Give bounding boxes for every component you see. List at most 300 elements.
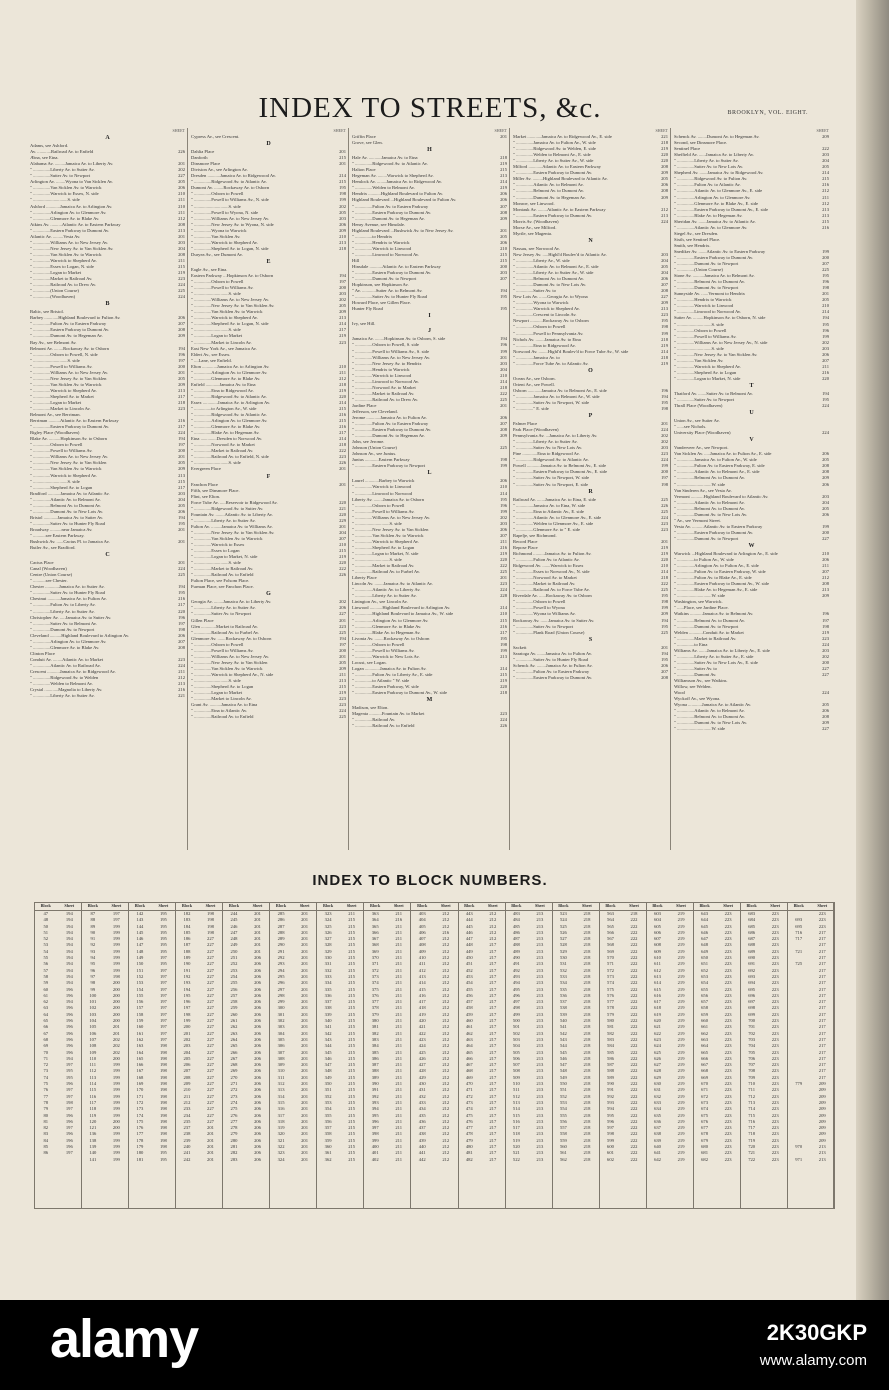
- block-number: 508: [512, 1068, 520, 1074]
- block-sheet: 195: [159, 1150, 167, 1156]
- block-number: 278: [230, 1125, 238, 1131]
- sheet-number: 209: [822, 475, 829, 481]
- block-number: 718: [748, 1131, 756, 1137]
- street-name: Eagle Av., see Etna.: [191, 266, 228, 272]
- block-number: 292: [277, 955, 285, 961]
- block-sheet: 223: [771, 1137, 779, 1143]
- street-name: " ...............Logan to Market, N. side: [674, 375, 741, 381]
- sheet-number: 220: [661, 557, 668, 563]
- block-sheet: 196: [65, 1036, 73, 1042]
- block-sheet: 223: [771, 999, 779, 1005]
- block-number: 558: [559, 1131, 567, 1137]
- block-header-row: [740, 902, 787, 911]
- block-number: 550: [559, 1081, 567, 1087]
- block-sheet: 227: [207, 1055, 214, 1061]
- street-name: " ...............Arlington Av. to Glenmore Av.: [352, 617, 429, 623]
- block-sheet: 215: [348, 992, 356, 998]
- street-name: Sunnyside Av. ......Vermont to Hendrix: [674, 291, 745, 297]
- street-name: Johnson Av., see Junius.: [352, 451, 397, 457]
- block-sheet: 201: [301, 1068, 309, 1074]
- block-sheet: 223: [771, 1118, 779, 1124]
- block-sheet: 201: [301, 986, 309, 992]
- block-sheet: 227: [207, 1011, 214, 1017]
- block-row: [552, 1157, 599, 1163]
- sheet-number: 195: [822, 397, 829, 403]
- street-name: " ...............Plank Road (Union Course): [513, 629, 585, 635]
- sheet-number: 208: [500, 427, 507, 433]
- block-sheet: 195: [159, 923, 167, 929]
- block-number: 529: [559, 948, 567, 954]
- block-number: 443: [465, 911, 473, 916]
- street-name: Vanderveer Av., see Newport.: [674, 445, 729, 451]
- block-sheet: 223: [724, 1093, 732, 1099]
- sheet-number: 220: [822, 375, 829, 381]
- block-number: 327: [324, 936, 332, 942]
- block-number: 272: [230, 1087, 238, 1093]
- column-rule: [187, 128, 188, 850]
- street-name: Georgia Av. ........Jamaica Av. to Liberty Av.: [191, 599, 272, 605]
- block-sheet: 223: [724, 1156, 732, 1162]
- block-sheet: 209: [818, 1106, 826, 1112]
- block-sheet: 218: [583, 917, 591, 923]
- sheet-number: 207: [500, 532, 507, 538]
- street-name: " ...............Sutter Av. to Newport, W. side: [513, 399, 590, 405]
- block-number: 460: [465, 1018, 473, 1024]
- sheet-number: 217: [178, 393, 185, 399]
- street-name: Cypress Av., see Crescent.: [191, 134, 240, 140]
- block-number: 142: [136, 911, 144, 916]
- block-number: 66: [43, 1024, 49, 1030]
- block-number: 75: [43, 1081, 49, 1087]
- street-name: Pennsylvania Av. ...Jamaica Av. to Liberty Av.: [513, 433, 598, 439]
- street-name: " ...............Eastern Parkway to Dumont Av., E. side: [674, 206, 768, 212]
- block-number: 328: [324, 942, 332, 948]
- block-sheet: 199: [112, 948, 120, 954]
- block-sheet: 201: [254, 917, 261, 923]
- street-name: " ...............Belmont Av. to Dumont Av.: [513, 276, 585, 282]
- street-name: Bigley Place (Woodhaven): [30, 430, 80, 436]
- block-sheet: 218: [583, 973, 591, 979]
- street-name: " ...............(Union Course): [674, 267, 723, 273]
- sheet-number: 216: [178, 418, 185, 424]
- street-name: Butler Av., see Bradford.: [30, 545, 76, 551]
- street-name: Dresden ...........Jamaica Av. to Ridgewood Av.: [191, 173, 276, 179]
- street-name: " ...............Fulton Av. to Blake Av., E. side: [674, 575, 752, 581]
- block-sheet: 223: [771, 1062, 779, 1068]
- block-sheet: 200: [112, 1055, 120, 1061]
- block-sheet: 223: [724, 1074, 732, 1080]
- sheet-number: 215: [500, 671, 507, 677]
- block-sheet: 206: [254, 1131, 261, 1137]
- block-number: 310: [277, 1068, 285, 1074]
- street-name: " ...............Atlantic Av. to Liberty Av.: [352, 587, 421, 593]
- block-number: 280: [230, 1137, 238, 1143]
- sheet-header: Sheet: [582, 903, 592, 908]
- street-name: " ...............Van Sicklen Av.: [674, 357, 724, 363]
- block-number: 606: [654, 929, 661, 935]
- block-sheet: 199: [112, 1106, 120, 1112]
- block-sheet: 201: [301, 1131, 309, 1137]
- street-name: Milford ............Atlantic Av. to Eastern Parkway: [513, 164, 601, 170]
- block-sheet: 213: [536, 936, 544, 942]
- block-sheet: 218: [583, 1062, 591, 1068]
- watermark-url: www.alamy.com: [759, 1352, 867, 1369]
- block-sheet: 211: [395, 1131, 403, 1137]
- block-sheet: 217: [489, 1005, 497, 1011]
- block-sheet: 223: [771, 1055, 779, 1061]
- block-number: 175: [136, 1118, 144, 1124]
- street-name: Wyona ............Jamaica Av. to Atlantic Av.: [674, 702, 752, 708]
- street-entry: [674, 726, 829, 732]
- block-sheet: 201: [207, 1137, 214, 1143]
- block-number: 683: [748, 911, 756, 916]
- block-sheet: 218: [583, 929, 591, 935]
- street-name: " ...............Jamaica Av. to Fulton Av., W. side: [513, 140, 596, 146]
- block-column-pair: [175, 902, 223, 1209]
- street-name: " ...............Sutter Av. to Newport: [30, 173, 91, 179]
- block-number: 282: [230, 1150, 238, 1156]
- street-name: " ...............Sutter Av. to Newport, E. side: [513, 481, 588, 487]
- sheet-number: 223: [339, 623, 346, 629]
- street-name: " ...............Sutter Av. to Hunter Fly Road: [513, 656, 588, 662]
- block-number: 307: [277, 1049, 285, 1055]
- block-number: 362: [324, 1156, 332, 1162]
- block-column-pair: [81, 902, 129, 1209]
- block-sheet: 223: [724, 1106, 732, 1112]
- block-sheet: 211: [395, 1125, 403, 1131]
- block-sheet: 218: [583, 999, 591, 1005]
- block-number: 303: [277, 1024, 285, 1030]
- block-number: 630: [654, 1081, 661, 1087]
- street-name: Stone Av. ..........Jamaica Av. to Belmont Av.: [674, 273, 755, 279]
- block-sheet: 215: [348, 1049, 356, 1055]
- block-sheet: 201: [254, 929, 261, 935]
- block-number: 380: [371, 1018, 379, 1024]
- block-number: 376: [371, 992, 379, 998]
- sheet-number: 195: [178, 590, 185, 596]
- block-sheet: 215: [348, 980, 356, 986]
- street-name: " ...............Atlantic Av. to Belmont Av.: [674, 499, 745, 505]
- street-name: " ...............Williams Av. to New Jersey Av.: [191, 297, 270, 303]
- sheet-number: 222: [500, 390, 507, 396]
- street-name: " ..............................S. side: [674, 321, 724, 327]
- block-number: 342: [324, 1030, 332, 1036]
- street-name: Siegel Av., see Dresden.: [674, 230, 719, 236]
- block-sheet: 216: [395, 917, 403, 923]
- block-sheet: 217: [489, 1093, 497, 1099]
- sheet-number: 205: [178, 375, 185, 381]
- block-number: 279: [230, 1131, 238, 1137]
- street-name: Fulton Av. .........Jamaica Av. to Williams Av.: [191, 523, 273, 529]
- block-number: 289: [277, 936, 285, 942]
- block-sheet: 218: [583, 1018, 591, 1024]
- sheet-number: 224: [178, 430, 185, 436]
- block-number: 111: [89, 1062, 97, 1068]
- sheet-number: 206: [500, 197, 507, 203]
- block-sheet: 211: [395, 936, 403, 942]
- sheet-number: 219: [339, 690, 346, 696]
- sheet-number: 200: [661, 469, 668, 475]
- block-sheet: 196: [65, 1137, 73, 1143]
- sheet-header: Sheet: [158, 903, 169, 908]
- block-number: 587: [607, 1062, 614, 1068]
- block-number: 386: [371, 1055, 379, 1061]
- sheet-number: 213: [500, 173, 507, 179]
- street-name: Sentinel Place: [674, 146, 701, 152]
- block-sheet: 222: [630, 929, 638, 935]
- block-sheet: 209: [818, 1137, 826, 1143]
- block-sheet: 212: [442, 1137, 450, 1143]
- block-sheet: 212: [442, 1099, 450, 1105]
- street-name: " ...........see Chester.: [30, 578, 68, 584]
- block-number: 715: [748, 1112, 756, 1118]
- block-number: 107: [89, 1036, 97, 1042]
- block-sheet: 197: [159, 1024, 167, 1030]
- sheet-number: 205: [339, 209, 346, 215]
- block-sheet: 198: [159, 1043, 167, 1049]
- block-number: 589: [607, 1074, 614, 1080]
- block-sheet: 206: [254, 1036, 261, 1042]
- block-sheet: 215: [348, 967, 356, 973]
- sheet-number: 225: [661, 508, 668, 514]
- block-sheet: 217: [818, 1062, 826, 1068]
- block-number: 408: [418, 942, 426, 948]
- street-name: " ...............Van Sicklen Av. to Warwick: [352, 532, 424, 538]
- block-number: 501: [512, 1024, 520, 1030]
- street-name: " ...............(Woodhaven): [30, 294, 76, 300]
- block-sheet: 219: [677, 1143, 685, 1149]
- block-sheet: 213: [536, 1011, 544, 1017]
- block-row: [81, 1157, 128, 1163]
- block-number: 677: [701, 1125, 709, 1131]
- block-number: 679: [701, 1137, 709, 1143]
- sheet-number: 210: [339, 542, 346, 547]
- block-sheet: 218: [583, 1143, 591, 1149]
- block-number: 308: [277, 1055, 285, 1061]
- sheet-header: Sheet: [393, 903, 404, 908]
- block-sheet: 213: [536, 1036, 544, 1042]
- street-name: Alabama Av. .........Jamaica Av. to Liberty Av.: [30, 161, 114, 167]
- block-sheet: 215: [348, 1011, 356, 1017]
- sheet-number: 201: [178, 454, 185, 460]
- block-sheet: 211: [395, 1143, 403, 1149]
- sheet-number: 214: [339, 436, 346, 442]
- street-name: " ...............Wyona to Warwick: [191, 227, 247, 233]
- block-sheet: 206: [254, 1137, 261, 1143]
- sheet-number: 197: [178, 620, 185, 626]
- block-number: 539: [559, 1011, 567, 1017]
- block-number: 96: [90, 967, 96, 973]
- block-sheet: 218: [583, 1049, 591, 1055]
- block-number: 294: [277, 967, 285, 973]
- block-sheet: 223: [724, 1018, 732, 1024]
- block-sheet: 211: [395, 1030, 403, 1036]
- block-sheet: 227: [207, 1081, 214, 1087]
- block-sheet: 222: [630, 1055, 638, 1061]
- block-sheet: 222: [630, 992, 638, 998]
- sheet-number: 194: [178, 436, 185, 442]
- block-sheet: 202: [112, 1036, 120, 1042]
- block-sheet: 217: [818, 986, 826, 992]
- sheet-number: 199: [500, 508, 507, 514]
- block-sheet: 217: [489, 1068, 497, 1074]
- block-number: 341: [324, 1024, 332, 1030]
- sheet-number: 210: [661, 563, 668, 569]
- sheet-number: 213: [661, 306, 668, 312]
- sheet-number: 195: [661, 318, 668, 324]
- block-sheet: 197: [159, 1036, 167, 1042]
- sheet-number: 211: [178, 257, 185, 263]
- block-index-title: INDEX TO BLOCK NUMBERS.: [312, 872, 548, 889]
- block-sheet: 201: [301, 923, 309, 929]
- block-sheet: 217: [489, 1049, 497, 1055]
- block-number: 720: [748, 1143, 756, 1149]
- block-column-pair: [740, 902, 788, 1209]
- street-name: Locust, see Logan.: [352, 659, 387, 665]
- street-name: Richmond ..........Jamaica Av. to Fulton Av.: [513, 551, 592, 556]
- street-name: " ...............Railroad Av. to Drew Av.: [30, 282, 97, 288]
- block-sheet: 223: [818, 917, 826, 923]
- street-name: Linwood ...........Highland Boulevard to Arlington Av.: [352, 605, 451, 611]
- block-sheet: 201: [301, 948, 309, 954]
- sheet-number: 219: [178, 270, 185, 276]
- street-name: " ...............Warwick to Essex, N. side: [30, 191, 99, 197]
- block-number: 706: [748, 1055, 756, 1061]
- sheet-number: 219: [339, 387, 346, 393]
- block-sheet: 202: [112, 1049, 120, 1055]
- block-sheet: 198: [159, 1062, 167, 1068]
- block-sheet: 227: [207, 1049, 214, 1055]
- sheet-number: 203: [822, 647, 829, 653]
- block-sheet: 211: [395, 986, 403, 992]
- block-sheet: 227: [207, 986, 214, 992]
- block-number: 404: [418, 917, 426, 923]
- block-number: 53: [43, 942, 49, 948]
- street-name: Sutter Av. .........Hopkinson Av. to Osborn, N. side: [674, 315, 766, 321]
- sheet-number: 219: [500, 161, 507, 167]
- block-sheet: 223: [724, 948, 732, 954]
- street-name: " ...............Norwood Av. to Market: [352, 384, 416, 390]
- street-name: " ...............Hendrix to Warwick: [674, 297, 732, 303]
- block-number: 621: [654, 1024, 661, 1030]
- block-sheet: 223: [771, 1018, 779, 1024]
- street-name: " ...............Dumont Av. to Newport: [30, 626, 95, 632]
- block-number: 106: [89, 1030, 97, 1036]
- sheet-number: 206: [661, 276, 668, 282]
- street-index: [30, 128, 835, 848]
- block-number: 354: [324, 1106, 332, 1112]
- block-sheet: 201: [207, 1131, 214, 1137]
- sheet-number: 211: [500, 538, 507, 544]
- block-sheet: 198: [159, 1087, 167, 1093]
- block-sheet: 219: [677, 917, 685, 923]
- sheet-number: 208: [500, 209, 507, 215]
- block-sheet: 194: [65, 967, 73, 973]
- block-number: 700: [748, 1018, 756, 1024]
- block-sheet: 206: [254, 1062, 261, 1068]
- block-sheet: 213: [536, 1018, 544, 1024]
- block-sheet: 213: [818, 1143, 826, 1149]
- street-name: " ...............New Jersey Av. to Van Sicklen: [191, 659, 268, 665]
- street-name: " ...............Hendrix to Warwick: [352, 239, 410, 245]
- block-sheet: 227: [207, 1036, 214, 1042]
- block-sheet: 217: [818, 1005, 826, 1011]
- block-number: 429: [418, 1074, 426, 1080]
- block-number: 103: [89, 1011, 97, 1017]
- sheet-number: 215: [500, 167, 507, 173]
- street-name: " ...............Market to Railroad Av.: [352, 390, 415, 396]
- block-number: 263: [230, 1030, 238, 1036]
- block-number: 266: [230, 1049, 238, 1055]
- sheet-number: 201: [500, 402, 507, 408]
- sheet-number: 203: [822, 152, 829, 158]
- block-sheet: 212: [489, 923, 497, 929]
- street-name: " ...............Shepherd Av. to Logan, N. side: [191, 321, 269, 327]
- block-number: 50: [43, 923, 49, 929]
- block-sheet: 215: [348, 961, 356, 967]
- sheet-number: 199: [661, 605, 668, 611]
- block-number: 517: [512, 1125, 520, 1131]
- block-sheet: 227: [207, 948, 214, 954]
- street-name: " ...............Market to Railroad Av.: [30, 276, 93, 282]
- block-number: 160: [136, 1024, 144, 1030]
- block-column-pair: [363, 902, 411, 1209]
- block-number: 197: [183, 1005, 191, 1011]
- street-name: " ..............................S. side: [30, 357, 80, 363]
- block-sheet: 201: [301, 1125, 309, 1131]
- block-sheet: 201: [301, 917, 309, 923]
- street-name: " ...............Market to Lincoln Av.: [191, 696, 252, 702]
- street-name: Vermont ...........Highland Boulevard to Atlantic Av.: [674, 493, 769, 499]
- sheet-number: 212: [178, 675, 185, 681]
- block-sheet: 212: [442, 961, 450, 967]
- block-number: 546: [559, 1055, 567, 1061]
- block-number: 164: [136, 1049, 144, 1055]
- block-number: 115: [89, 1087, 97, 1093]
- street-name: " ...............Market to Railroad Av.: [674, 635, 737, 641]
- block-number: 506: [512, 1055, 520, 1061]
- block-number: 323: [277, 1150, 285, 1156]
- block-number: 617: [654, 999, 661, 1005]
- sheet-number: 216: [500, 544, 507, 550]
- block-sheet: 195: [159, 911, 167, 916]
- sheet-number: 223: [178, 406, 185, 412]
- sheet-number: 195: [661, 623, 668, 629]
- street-name: " ...............Hendrix to Warwick: [352, 366, 410, 372]
- sheet-number: 197: [822, 617, 829, 623]
- block-sheet: 223: [724, 955, 732, 961]
- sheet-number: 218: [500, 384, 507, 390]
- street-name: " ...............Market to Railroad Av.: [191, 566, 254, 572]
- sheet-number: 208: [661, 188, 668, 194]
- street-name: " ...............Williams Av. to New Jersey Av.: [352, 354, 431, 360]
- sheet-number: 205: [822, 702, 829, 708]
- block-sheet: 211: [395, 1068, 403, 1074]
- sheet-number: 209: [339, 309, 346, 315]
- block-number: 47: [43, 911, 49, 916]
- block-sheet: 197: [159, 1011, 167, 1017]
- block-sheet: 199: [112, 1074, 120, 1080]
- block-sheet: 197: [65, 1093, 73, 1099]
- street-name: " ...............Warwick to Essex: [191, 542, 245, 547]
- street-name: " ...............Etna to Ridgewood Av.: [513, 342, 576, 348]
- block-sheet: 215: [348, 923, 356, 929]
- street-name: Newport ...........Rockaway Av. to Osborn: [513, 318, 589, 324]
- block-sheet: 196: [65, 1018, 73, 1024]
- street-name: Myrtle, see Magenta.: [513, 230, 553, 236]
- block-number: 148: [136, 948, 144, 954]
- block-number: 590: [607, 1081, 614, 1087]
